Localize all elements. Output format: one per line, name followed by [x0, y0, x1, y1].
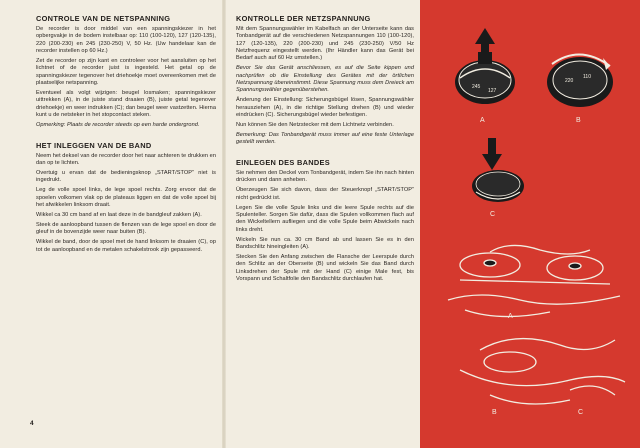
figure-label: C	[490, 211, 496, 218]
voltage-dial-figure-b	[547, 54, 613, 124]
dial-number: 245	[472, 84, 481, 90]
german-column	[236, 14, 414, 286]
paragraph: De recorder is door middel van een spanningskiezer in het opbergvakje in de bodem instelbaar op: 110 (100-120), 127 (120-135), 220 (200-230) en 245 (230-250) V, 50 Hz. (Uw handelaar kan de recorder instellen op 60 Hz.)	[36, 26, 216, 55]
paragraph: Sie nehmen den Deckel vom Tonbandgerät, indem Sie ihn nach hinten drücken und dann anheben.	[236, 170, 414, 184]
dutch-column	[36, 14, 216, 257]
page-number: 4	[30, 420, 34, 427]
paragraph: Wickeln Sie nun ca. 30 cm Band ab und lassen Sie es in den Bandschlitz hineingleiten (A).	[236, 236, 414, 250]
paragraph: Zet de recorder op zijn kant en controleer voor het aansluiten op het lichtnet of de recorder juist is ingesteld. Het getal op de spanningskiezer tegenover het driehoekje moet overeenkomen met de plaatselijke netspanning.	[36, 57, 216, 86]
voltage-dial-figure-c	[472, 138, 524, 218]
paragraph: Änderung der Einstellung: Sicherungsbügel lösen, Spannungswähler herausziehen (A), in die richtige Stellung drehen (B) und wieder eindrücken (C). Sicherungsbügel wieder befestigen.	[236, 97, 414, 118]
paragraph: Mit dem Spannungswähler im Kabelfach an der Unterseite kann das Tonbandgerät auf die verschiedenen Netzspannungen 110 (100-120), 127 (120-135), 220 (200-230) und 245 (230-250) V/50 Hz Netzfrequenz eingestellt werden. (Ihr Händler kann das Gerät bei Bedarf auch auf 60 Hz umstellen.)	[236, 26, 414, 62]
illustrations-svg	[420, 0, 640, 448]
italic-paragraph: Bevor Sie das Gerät anschliessen, es auf die Seite kippen und nachprüfen ob die Einstellung des Gerätes mit der örtlichen Netzspannung übereinstimmt. Diese Spannung muss dem Dreieck am Spannungswähler gegenüberstehen.	[236, 65, 414, 94]
paragraph: Wikkel de band, door de spoel met de hand linksom te draaien (C), op tot de aanloopband en de metalen schakelstrook zijn gepasseerd.	[36, 239, 216, 253]
paragraph: Stecken Sie den Anfang zwischen die Flansche der Leerspule durch den Schlitz an der Oberseite (B) und wickeln Sie das Band durch Linksdrehen der Spule mit der Hand (C) einige Male fest, bis Vorspann und Schaltfolie den Bandschlitz durchlaufen hat.	[236, 253, 414, 282]
dial-number: 220	[565, 78, 574, 84]
figure-label: A	[480, 117, 485, 124]
paragraph: Neem het deksel van de recorder door het naar achteren te drukken en dan op te lichten.	[36, 152, 216, 167]
paragraph: Leg de volle spoel links, de lege spoel rechts. Zorg ervoor dat de spoelen volkomen vlak op de plateaus liggen en dat de volle spoel bij het afwikkelen linksom draait.	[36, 187, 216, 209]
section-title-bandes: EINLEGEN DES BANDES	[236, 158, 330, 168]
tape-threading-figure	[448, 245, 625, 404]
note: Bemerkung: Das Tonbandgerät muss immer auf eine feste Unterlage gestellt werden.	[236, 131, 414, 146]
dial-number: 110	[583, 74, 591, 80]
section-title-band: HET INLEGGEN VAN DE BAND	[36, 140, 152, 150]
paragraph: Legen Sie die volle Spule links und die leere Spule rechts auf die Spulenteller. Sorgen Sie dafür, dass die Spulen vollkommen flach auf den Wickeltellern aufliegen und die volle Spule beim Abwickeln nach links dreht.	[236, 204, 414, 233]
up-arrow-icon	[475, 28, 495, 56]
figure-label: A	[508, 313, 513, 320]
paragraph: Überzeugen Sie sich davon, dass der Steuerknopf „START/STOP” nicht gedrückt ist.	[236, 187, 414, 201]
section-title-netzspannung: KONTROLLE DER NETZSPANNUNG	[236, 14, 371, 23]
paragraph: Overtuig u ervan dat de bedieningsknop „START/STOP” niet is ingedrukt.	[36, 170, 216, 184]
figure-label: B	[576, 117, 581, 124]
voltage-dial-figure-a	[455, 28, 515, 124]
figure-label: C	[578, 409, 584, 416]
paragraph: Nun können Sie den Netzstecker mit dem Lichtnetz verbinden.	[236, 121, 394, 128]
illustration-panel	[420, 0, 640, 448]
down-arrow-icon	[482, 138, 502, 170]
figure-label: B	[492, 409, 497, 416]
dial-number: 127	[488, 88, 497, 94]
section-title-netspanning: CONTROLE VAN DE NETSPANNING	[36, 14, 171, 23]
paragraph: Steek de aanloopband tussen de flenzen van de lege spoel en door de gleuf in de bovenzijde weer naar buiten (B).	[36, 221, 216, 236]
page-fold	[222, 0, 226, 448]
paragraph: Wikkel ca 30 cm band af en laat deze in de bandgleuf zakken (A).	[36, 212, 202, 219]
paragraph: Eventueel als volgt wijzigen: beugel losmaken; spanningskiezer uittrekken (A), in de juiste stand draaien (B), juiste getal tegenover driehoekje) en weer indrukken (C); dan beugel weer vastzetten. Hierna kunt u de netsteker in het stopcontact steken.	[36, 89, 216, 118]
note: Opmerking: Plaats de recorder steeds op een harde ondergrond.	[36, 121, 200, 128]
